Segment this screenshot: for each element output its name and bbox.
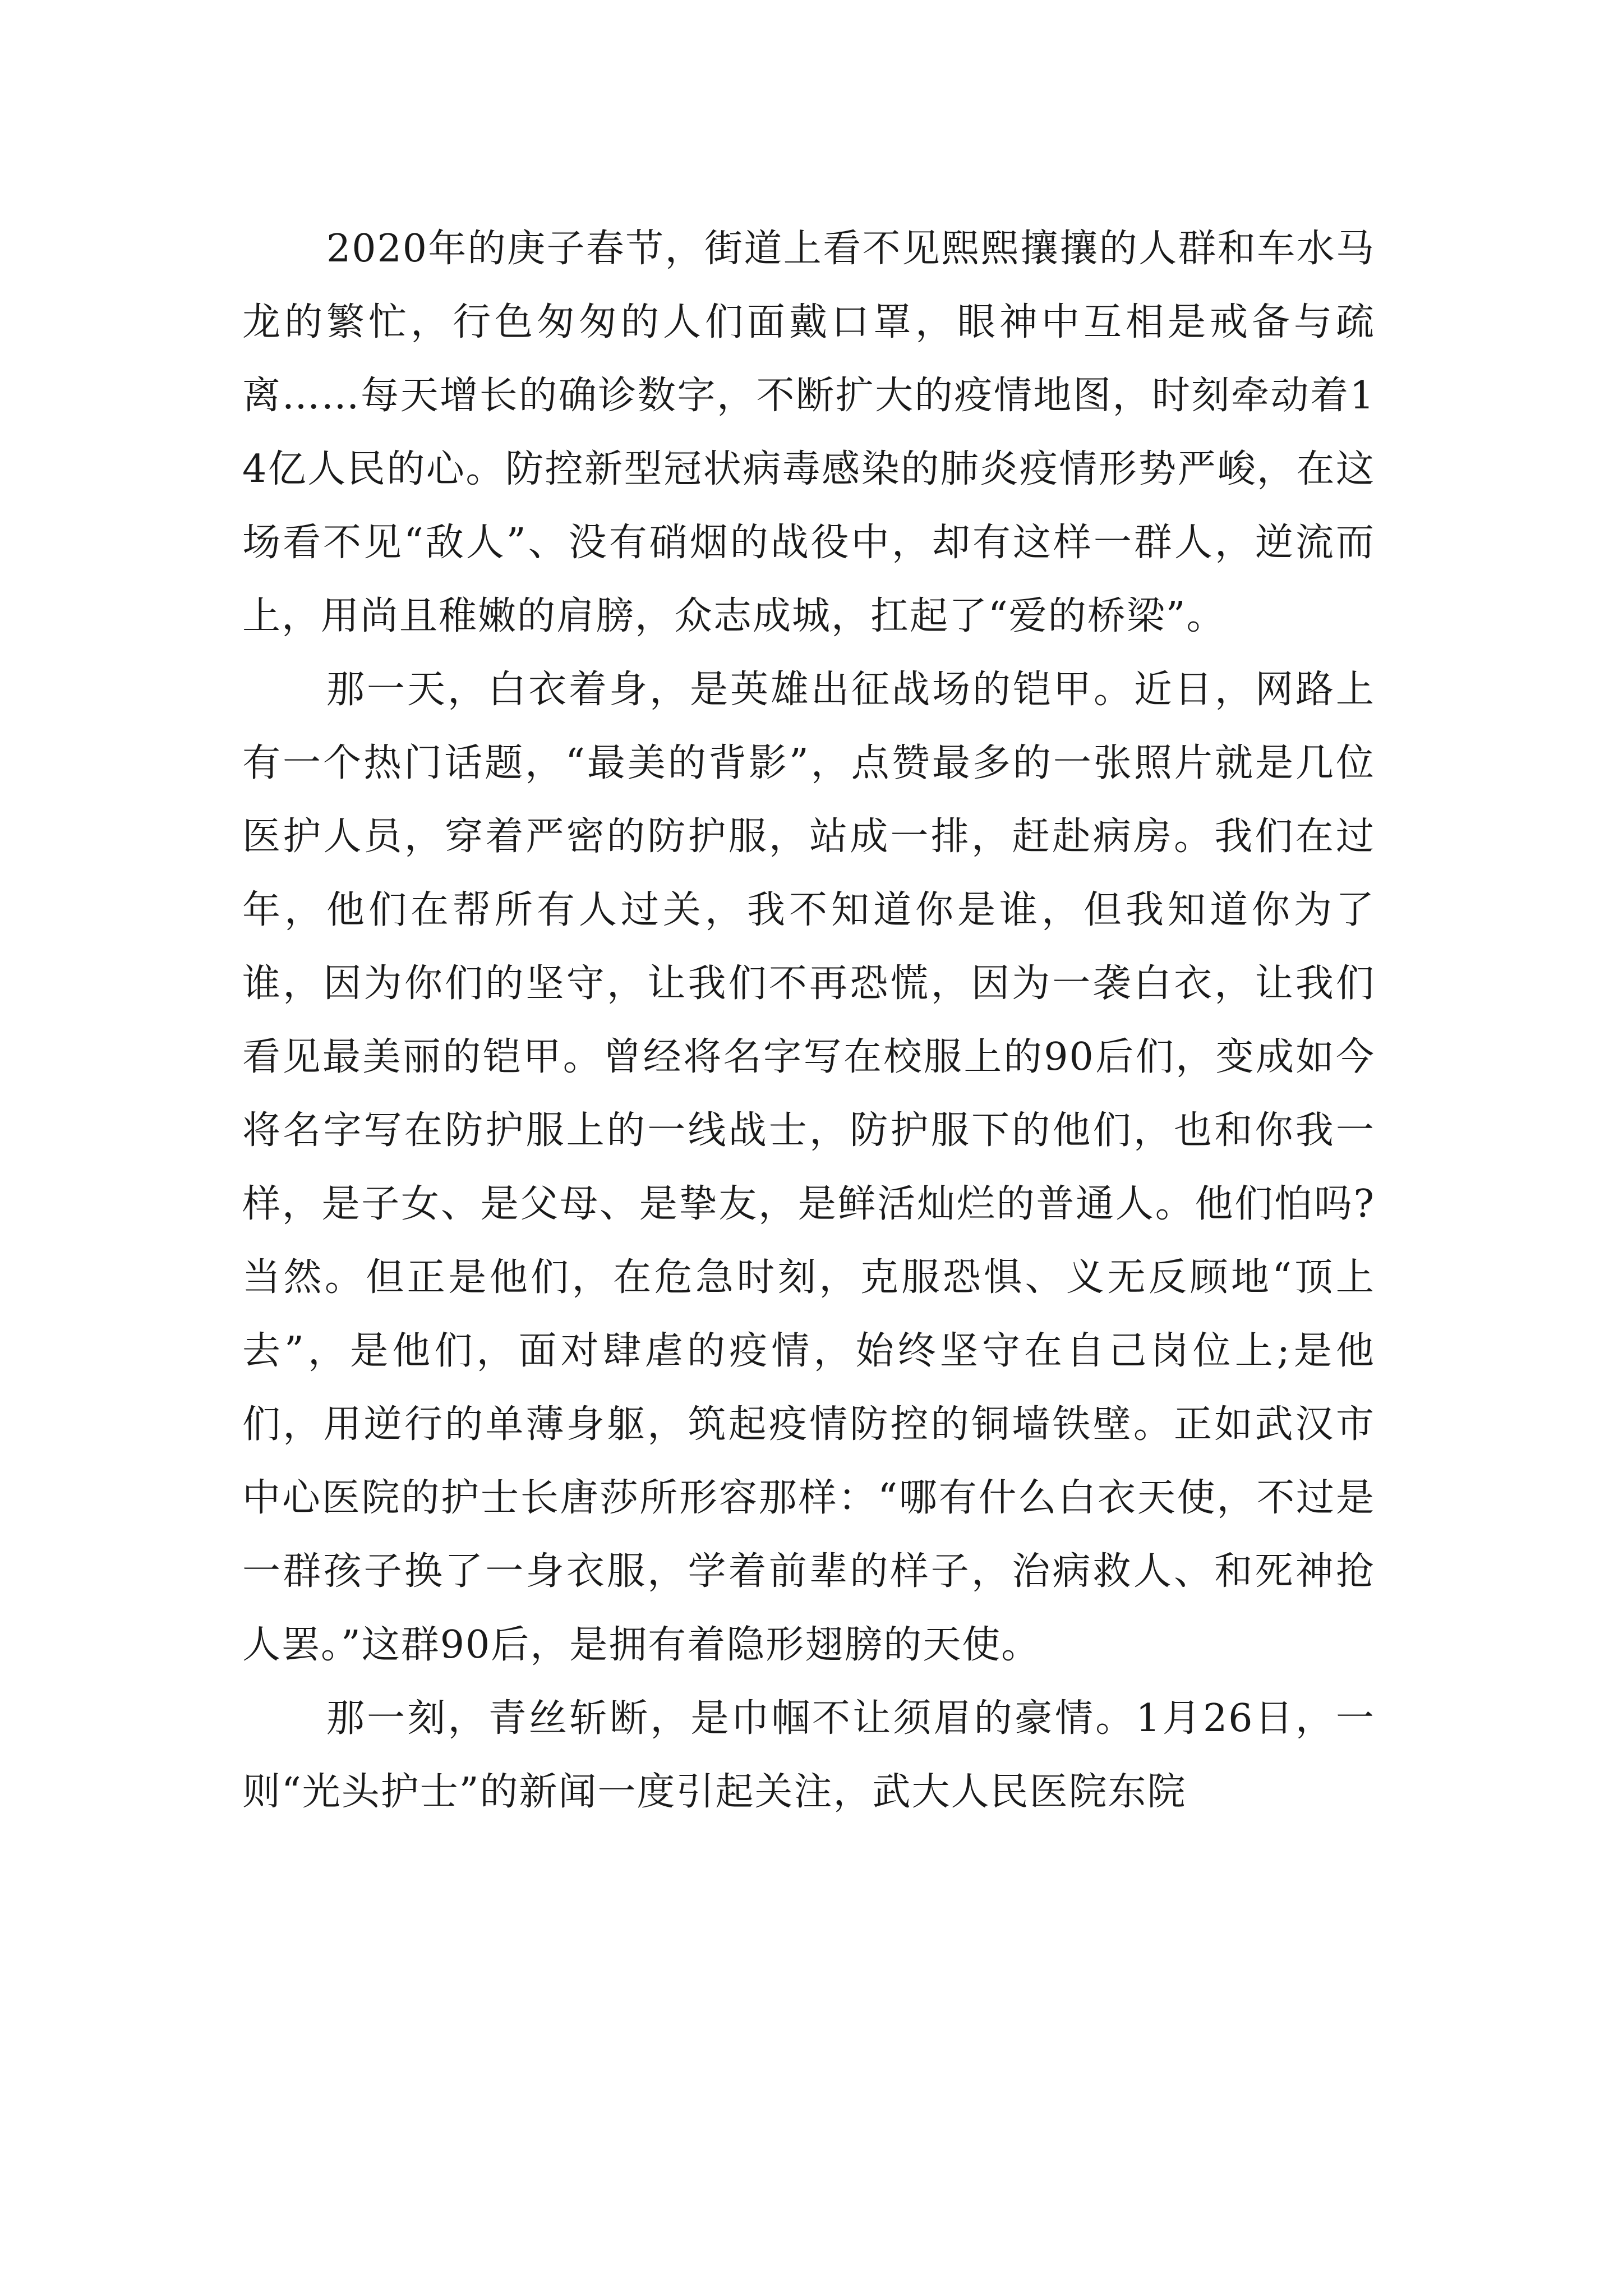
paragraph-2: 那一天，白衣着身，是英雄出征战场的铠甲。近日，网路上有一个热门话题，“最美的背影”，点赞最多的一张照片就是几位医护人员，穿着严密的防护服，站成一排，赶赴病房。我们在过年，他们在帮所有人过关，我不知道你是谁，但我知道你为了谁，因为你们的坚守，让我们不再恐慌，因为一袭白衣，让我们看见最美丽的铠甲。曾经将名字写在校服上的90后们，变成如今将名字写在防护服上的一线战士，防护服下的他们，也和你我一样，是子女、是父母、是挚友，是鲜活灿烂的普通人。他们怕吗?当然。但正是他们，在危急时刻，克服恐惧、义无反顾地“顶上去”，是他们，面对肆虐的疫情，始终坚守在自己岗位上;是他们，用逆行的单薄身躯，筑起疫情防控的铜墙铁壁。正如武汉市中心医院的护士长唐莎所形容那样：“哪有什么白衣天使，不过是一群孩子换了一身衣服，学着前辈的样子，治病救人、和死神抢人罢。”这群90后，是拥有着隐形翅膀的天使。 xyxy=(242,668,1375,1667)
paragraph-1: 2020年的庚子春节，街道上看不见熙熙攘攘的人群和车水马龙的繁忙，行色匆匆的人们面戴口罩，眼神中互相是戒备与疏离……每天增长的确诊数字，不断扩大的疫情地图，时刻牵动着14亿人民的心。防控新型冠状病毒感染的肺炎疫情形势严峻，在这场看不见“敌人”、没有硝烟的战役中，却有这样一群人，逆流而上，用尚且稚嫩的肩膀，众志成城，扛起了“爱的桥梁”。 xyxy=(242,227,1375,638)
document-body xyxy=(242,212,1375,1829)
paragraph-3: 那一刻，青丝斩断，是巾帼不让须眉的豪情。1月26日，一则“光头护士”的新闻一度引起关注，武大人民医院东院 xyxy=(242,1696,1375,1814)
